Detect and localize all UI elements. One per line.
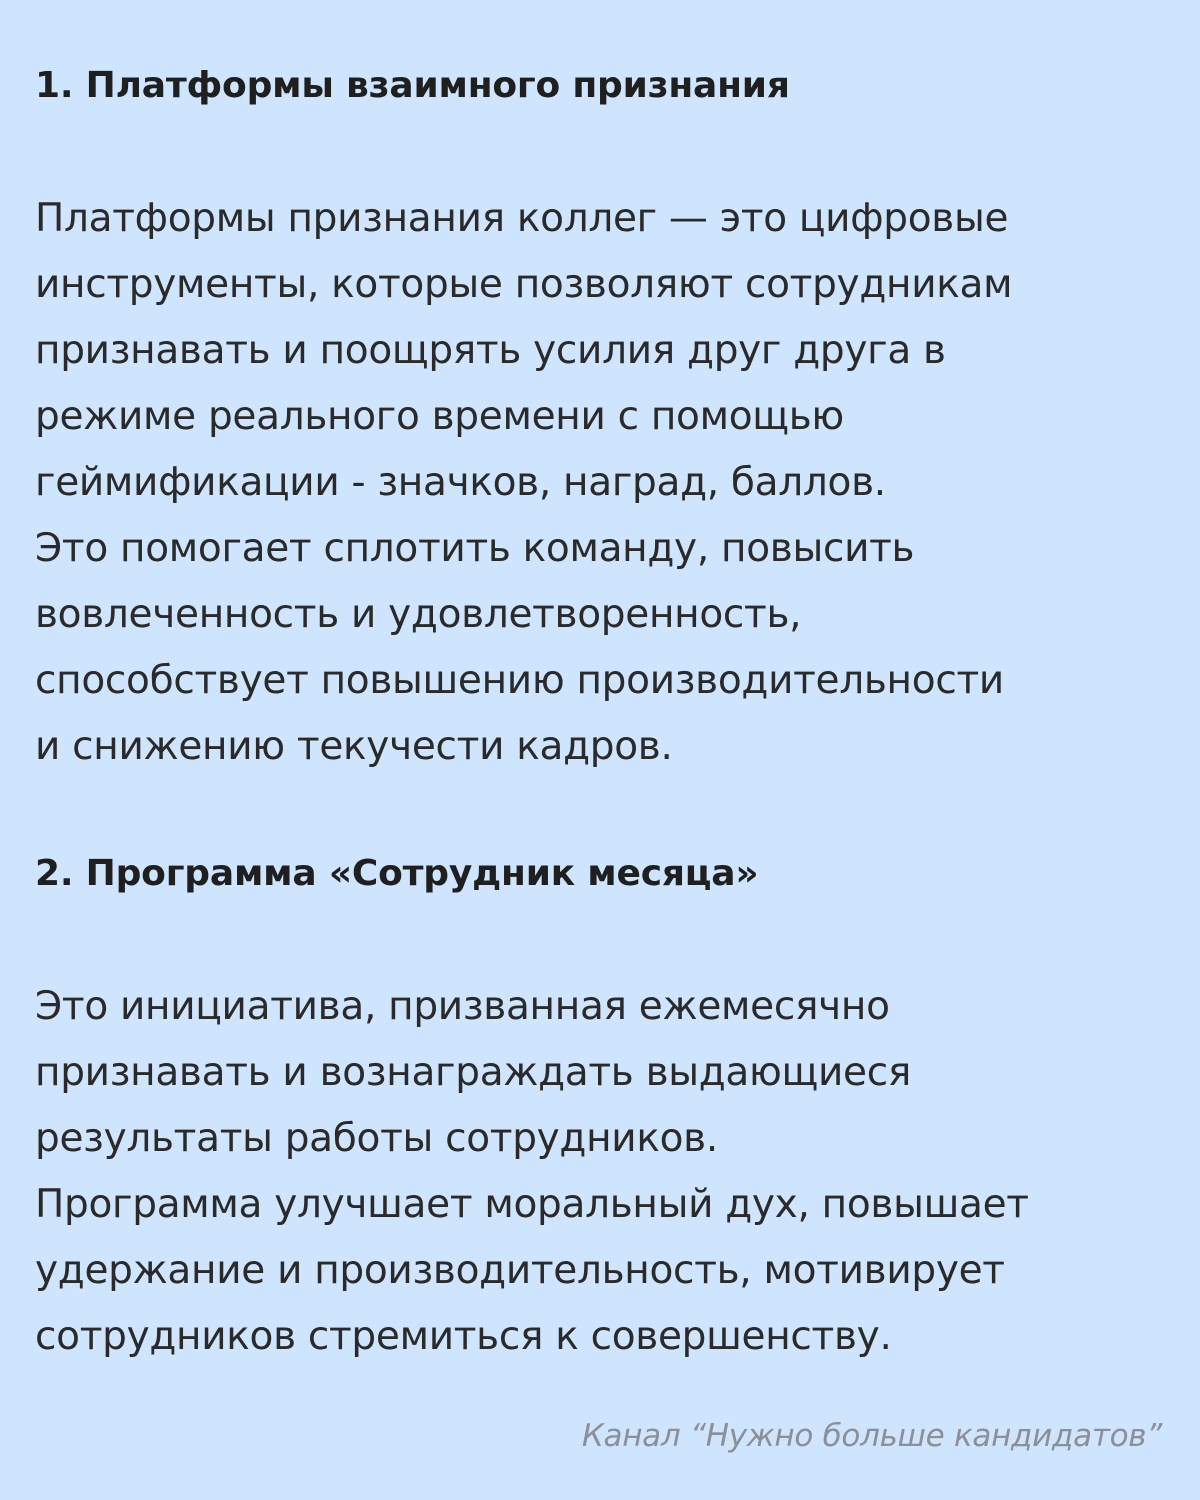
paragraph-line: геймификации - значков, наград, баллов. [35, 460, 886, 505]
paragraph-line: Программа улучшает моральный дух, повышает [35, 1182, 1029, 1227]
paragraph-line: признавать и поощрять усилия друг друга в [35, 328, 946, 373]
paragraph-line: вовлеченность и удовлетворенность, [35, 592, 802, 637]
section-2-paragraph [35, 974, 1029, 1370]
paragraph-line: Платформы признания коллег — это цифровые [35, 196, 1009, 241]
paragraph-line: и снижению текучести кадров. [35, 724, 673, 769]
paragraph-line: способствует повышению производительности [35, 658, 1004, 703]
section-1-paragraph [35, 186, 1012, 780]
paragraph-line: результаты работы сотрудников. [35, 1116, 718, 1161]
paragraph-line: инструменты, которые позволяют сотрудникам [35, 262, 1013, 307]
channel-credit: Канал “Нужно больше кандидатов” [581, 1418, 1162, 1454]
paragraph-line: Это инициатива, призванная ежемесячно [35, 984, 890, 1029]
paragraph-line: сотрудников стремиться к совершенству. [35, 1314, 892, 1359]
paragraph-line: режиме реального времени с помощью [35, 394, 844, 439]
paragraph-line: Это помогает сплотить команду, повысить [35, 526, 915, 571]
section-2-heading: 2. Программа «Сотрудник месяца» [35, 853, 759, 894]
paragraph-line: признавать и вознаграждать выдающиеся [35, 1050, 912, 1095]
paragraph-line: удержание и производительность, мотивирует [35, 1248, 1005, 1293]
section-1-heading: 1. Платформы взаимного признания [35, 65, 790, 106]
